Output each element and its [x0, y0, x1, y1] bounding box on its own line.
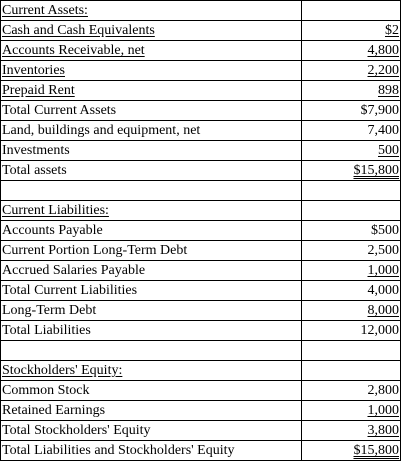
row-value[interactable]: 898	[302, 81, 401, 101]
row-value[interactable]: 2,200	[302, 61, 401, 81]
row-value[interactable]: 8,000	[302, 301, 401, 321]
row-value[interactable]: 1,000	[302, 401, 401, 421]
section-header-current-assets	[1, 1, 401, 21]
row-value[interactable]: 12,000	[302, 321, 401, 341]
row-label[interactable]: Current Portion Long-Term Debt	[1, 241, 302, 261]
row-label[interactable]: Accounts Payable	[1, 221, 302, 241]
section-header-stockholders-equity	[1, 361, 401, 381]
table-row	[1, 161, 401, 181]
empty-cell[interactable]	[1, 181, 302, 201]
table-row	[1, 281, 401, 301]
row-value[interactable]: 4,800	[302, 41, 401, 61]
row-label[interactable]: Total Stockholders' Equity	[1, 421, 302, 441]
row-value[interactable]: $7,900	[302, 101, 401, 121]
row-label[interactable]: Total Current Liabilities	[1, 281, 302, 301]
row-label[interactable]: Total assets	[1, 161, 302, 181]
table-row	[1, 101, 401, 121]
row-label[interactable]: Total Current Assets	[1, 101, 302, 121]
row-value[interactable]: 2,500	[302, 241, 401, 261]
row-value[interactable]: $15,800	[302, 441, 401, 461]
empty-cell[interactable]	[1, 341, 302, 361]
table-row	[1, 141, 401, 161]
row-value[interactable]: $15,800	[302, 161, 401, 181]
table-row	[1, 301, 401, 321]
row-label[interactable]: Cash and Cash Equivalents	[1, 21, 302, 41]
section-header-label[interactable]: Stockholders' Equity:	[1, 361, 302, 381]
row-value[interactable]: 500	[302, 141, 401, 161]
row-value[interactable]: 7,400	[302, 121, 401, 141]
row-label[interactable]: Common Stock	[1, 381, 302, 401]
row-value[interactable]: 3,800	[302, 421, 401, 441]
row-label[interactable]: Investments	[1, 141, 302, 161]
row-label[interactable]: Total Liabilities and Stockholders' Equity	[1, 441, 302, 461]
table-row	[1, 221, 401, 241]
table-row	[1, 61, 401, 81]
empty-cell[interactable]	[302, 201, 401, 221]
section-header-label[interactable]: Current Liabilities:	[1, 201, 302, 221]
row-label[interactable]: Inventories	[1, 61, 302, 81]
section-header-current-liabilities	[1, 201, 401, 221]
table-row	[1, 261, 401, 281]
row-value[interactable]: $500	[302, 221, 401, 241]
row-label[interactable]: Total Liabilities	[1, 321, 302, 341]
section-header-label[interactable]: Current Assets:	[1, 1, 302, 21]
table-row	[1, 41, 401, 61]
empty-cell[interactable]	[302, 361, 401, 381]
table-row	[1, 21, 401, 41]
empty-cell[interactable]	[302, 1, 401, 21]
row-label[interactable]: Retained Earnings	[1, 401, 302, 421]
row-value[interactable]: 2,800	[302, 381, 401, 401]
blank-row	[1, 341, 401, 361]
table-row	[1, 441, 401, 461]
row-label[interactable]: Land, buildings and equipment, net	[1, 121, 302, 141]
empty-cell[interactable]	[302, 341, 401, 361]
row-label[interactable]: Accrued Salaries Payable	[1, 261, 302, 281]
table-row	[1, 121, 401, 141]
empty-cell[interactable]	[302, 181, 401, 201]
table-row	[1, 401, 401, 421]
row-label[interactable]: Long-Term Debt	[1, 301, 302, 321]
table-row	[1, 241, 401, 261]
row-value[interactable]: 1,000	[302, 261, 401, 281]
row-label[interactable]: Prepaid Rent	[1, 81, 302, 101]
row-value[interactable]: 4,000	[302, 281, 401, 301]
row-label[interactable]: Accounts Receivable, net	[1, 41, 302, 61]
table-row	[1, 81, 401, 101]
table-row	[1, 321, 401, 341]
table-row	[1, 421, 401, 441]
table-row	[1, 381, 401, 401]
blank-row	[1, 181, 401, 201]
row-value[interactable]: $2	[302, 21, 401, 41]
